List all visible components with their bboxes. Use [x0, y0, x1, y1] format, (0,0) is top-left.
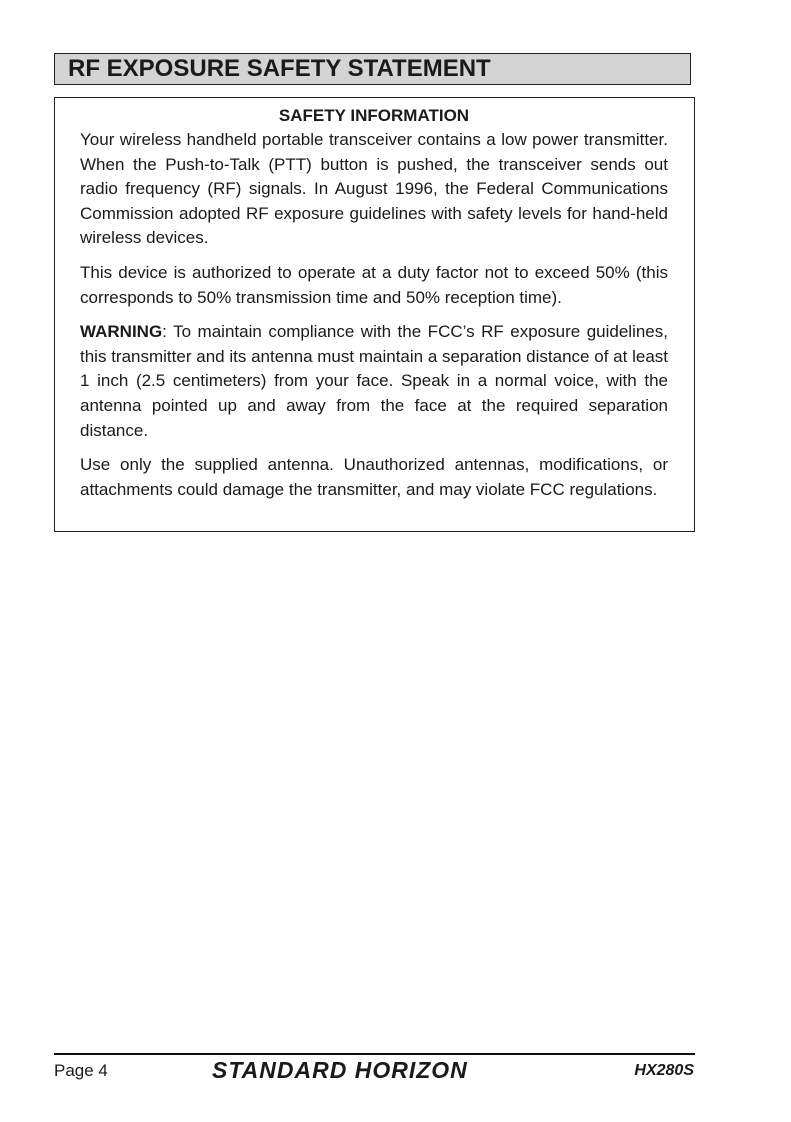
warning-label: WARNING: [80, 322, 163, 342]
page-number: Page 4: [54, 1061, 108, 1080]
warning-paragraph: [80, 320, 668, 443]
duty-factor-paragraph: This device is authorized to operate at a duty factor not to exceed 50% (this corresponds to 50% transmission time and 50% reception time).: [80, 262, 668, 307]
antenna-paragraph: Use only the supplied antenna. Unauthorized antennas, modifications, or attachments could damage the transmitter, and may violate FCC regulations.: [80, 455, 668, 499]
warning-text: : To maintain compliance with the FCC’s RF exposure guidelines, this transmitter and its antenna must maintain a separation distance of at least 1 inch (2.5 centimeters) from your face. Speak in a normal voice, with the antenna pointed up and away from the face at the required separation distance.: [80, 322, 668, 440]
safety-information-box: [54, 97, 695, 532]
transceiver-rf-paragraph: Your wireless handheld portable transceiver contains a low power transmitter. When the Push-to-Talk (PTT) button is pushed, the transceiver sends out radio frequency (RF) signals. In August 1996, the Federal Communications Commission adopted RF exposure guidelines with safety levels for hand-held wireless devices.: [80, 130, 668, 248]
model-name: HX280S: [634, 1062, 694, 1079]
footer-divider: [54, 1053, 695, 1055]
section-title: RF EXPOSURE SAFETY STATEMENT: [54, 53, 691, 85]
brand-logo-text: STANDARD HORIZON: [212, 1057, 468, 1083]
safety-information-heading: SAFETY INFORMATION: [278, 106, 470, 125]
